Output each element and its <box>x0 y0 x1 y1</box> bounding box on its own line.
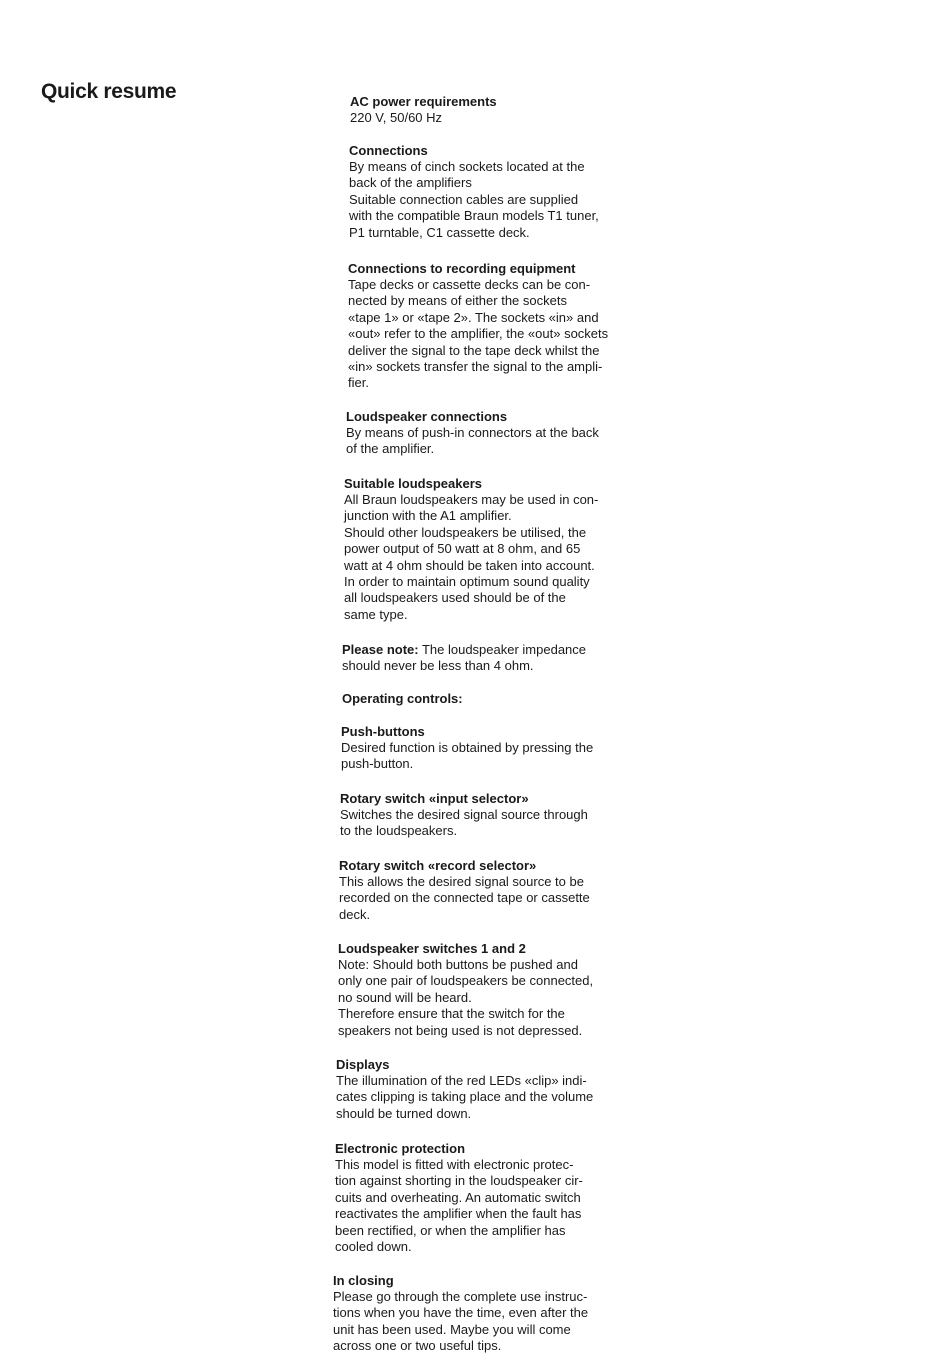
section-ac-power <box>350 93 640 126</box>
section-record-selector <box>339 857 629 923</box>
section-text: The illumination of the red LEDs «clip» indi- cates clipping is taking place and the volume should be turned down. <box>336 1073 594 1121</box>
section-text: Desired function is obtained by pressing the push-button. <box>341 740 594 772</box>
section-heading: Connections <box>349 143 428 158</box>
note-text: The loudspeaker impedance should never be less than 4 ohm. <box>342 642 587 674</box>
section-text: Note: Should both buttons be pushed and only one pair of loudspeakers be connected, no sound will be heard. Therefore ensure that the switch for the speakers not being used is not depressed. <box>338 957 594 1038</box>
section-loudspeaker-connections <box>346 408 636 458</box>
section-input-selector <box>340 790 630 840</box>
section-heading: Push-buttons <box>341 724 425 739</box>
section-heading: Rotary switch «input selector» <box>340 791 529 806</box>
section-text: This allows the desired signal source to be recorded on the connected tape or cassette deck. <box>339 874 590 922</box>
section-heading: In closing <box>333 1273 394 1288</box>
section-heading: Connections to recording equipment <box>348 261 576 276</box>
section-text: Tape decks or cassette decks can be con- nected by means of either the sockets «tape 1» or «tape 2». The sockets «in» and «out» refer to the amplifier, the «out» sockets deliver the signal to the tape deck whilst the «in» sockets transfer the signal to the ampli- fier. <box>348 277 609 391</box>
section-heading: Operating controls: <box>342 691 463 706</box>
section-please-note <box>342 642 632 675</box>
section-operating-controls <box>342 690 632 707</box>
section-heading: Electronic protection <box>335 1141 466 1156</box>
section-text: This model is fitted with electronic protec- tion against shorting in the loudspeaker cir- cuits and overheating. An automatic switch reactivates the amplifier when the fault has been rectified, or when the amplifier has cooled down. <box>335 1157 583 1255</box>
section-electronic-protection <box>335 1140 625 1255</box>
section-displays <box>336 1056 626 1122</box>
section-text: Switches the desired signal source through to the loudspeakers. <box>340 807 588 839</box>
section-push-buttons <box>341 723 631 773</box>
note-label: Please note: <box>342 642 419 657</box>
section-heading: Loudspeaker switches 1 and 2 <box>338 941 526 956</box>
section-text: 220 V, 50/60 Hz <box>350 110 443 125</box>
section-heading: Rotary switch «record selector» <box>339 858 537 873</box>
section-text: All Braun loudspeakers may be used in con- junction with the A1 amplifier. Should other loudspeakers be utilised, the power output of 50 watt at 8 ohm, and 65 watt at 4 ohm should be taken into account. In order to maintain optimum sound quality all loudspeakers used should be of the same type. <box>344 492 599 622</box>
section-suitable-loudspeakers <box>344 475 634 623</box>
section-text: Please go through the complete use instruc- tions when you have the time, even after the unit has been used. Maybe you will come across one or two useful tips. <box>333 1289 589 1354</box>
section-in-closing <box>333 1272 623 1355</box>
note-paragraph <box>342 642 632 675</box>
section-recording-connections <box>348 260 638 392</box>
section-connections <box>349 142 639 241</box>
section-text: By means of cinch sockets located at the back of the amplifiers Suitable connection cables are supplied with the compatible Braun models T1 tuner, P1 turntable, C1 cassette deck. <box>349 159 599 240</box>
page-title: Quick resume <box>41 80 177 103</box>
section-text: By means of push-in connectors at the back of the amplifier. <box>346 425 599 457</box>
section-heading: Displays <box>336 1057 390 1072</box>
section-heading: Suitable loudspeakers <box>344 476 482 491</box>
section-heading: Loudspeaker connections <box>346 409 508 424</box>
section-heading: AC power requirements <box>350 94 497 109</box>
section-loudspeaker-switches <box>338 940 628 1039</box>
